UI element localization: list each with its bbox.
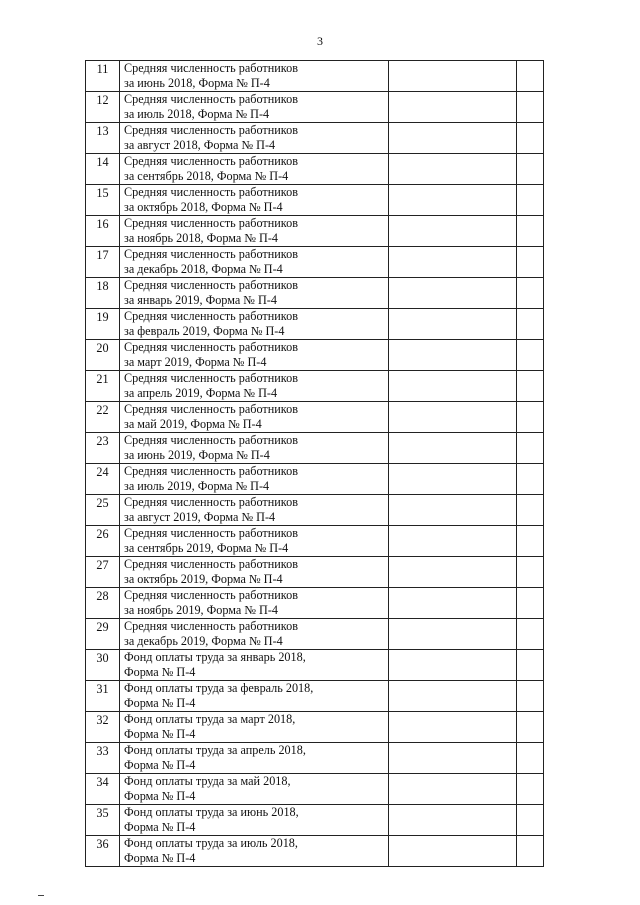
row-number: 13 xyxy=(86,123,120,154)
value-cell xyxy=(389,495,517,526)
value-cell xyxy=(389,681,517,712)
row-description-line1: Средняя численность работников xyxy=(124,371,298,385)
value-cell xyxy=(389,185,517,216)
row-description xyxy=(120,61,389,92)
page-number: 3 xyxy=(317,34,323,48)
row-description-line2: Форма № П-4 xyxy=(124,664,196,679)
note-cell xyxy=(517,464,544,495)
row-description xyxy=(120,92,389,123)
row-description-line2: за июнь 2019, Форма № П-4 xyxy=(124,447,270,462)
row-description-line1: Средняя численность работников xyxy=(124,61,298,75)
value-cell xyxy=(389,402,517,433)
note-cell xyxy=(517,371,544,402)
row-description-line2: Форма № П-4 xyxy=(124,819,196,834)
row-description-line2: за сентябрь 2018, Форма № П-4 xyxy=(124,168,289,183)
table-row xyxy=(86,247,544,278)
table-body xyxy=(86,61,544,867)
row-description-line2: за декабрь 2019, Форма № П-4 xyxy=(124,633,283,648)
row-number: 22 xyxy=(86,402,120,433)
note-cell xyxy=(517,495,544,526)
row-number: 23 xyxy=(86,433,120,464)
row-number: 16 xyxy=(86,216,120,247)
row-description xyxy=(120,557,389,588)
row-description-line1: Средняя численность работников xyxy=(124,588,298,602)
value-cell xyxy=(389,774,517,805)
row-number: 20 xyxy=(86,340,120,371)
note-cell xyxy=(517,247,544,278)
value-cell xyxy=(389,588,517,619)
value-cell xyxy=(389,805,517,836)
row-description-line1: Средняя численность работников xyxy=(124,185,298,199)
table-row xyxy=(86,371,544,402)
table-row xyxy=(86,743,544,774)
note-cell xyxy=(517,216,544,247)
table-row xyxy=(86,433,544,464)
row-description-line1: Средняя численность работников xyxy=(124,154,298,168)
note-cell xyxy=(517,123,544,154)
table-row xyxy=(86,588,544,619)
row-description-line2: Форма № П-4 xyxy=(124,850,196,865)
value-cell xyxy=(389,433,517,464)
table-row xyxy=(86,92,544,123)
row-description-line1: Фонд оплаты труда за февраль 2018, xyxy=(124,681,314,695)
row-description-line1: Фонд оплаты труда за июнь 2018, xyxy=(124,805,299,819)
value-cell xyxy=(389,464,517,495)
row-number: 29 xyxy=(86,619,120,650)
value-cell xyxy=(389,61,517,92)
table-row xyxy=(86,123,544,154)
row-description-line2: за октябрь 2019, Форма № П-4 xyxy=(124,571,283,586)
row-description xyxy=(120,309,389,340)
row-description xyxy=(120,681,389,712)
note-cell xyxy=(517,681,544,712)
table-row xyxy=(86,61,544,92)
note-cell xyxy=(517,836,544,867)
row-description xyxy=(120,495,389,526)
row-number: 30 xyxy=(86,650,120,681)
row-description-line1: Средняя численность работников xyxy=(124,433,298,447)
row-number: 19 xyxy=(86,309,120,340)
row-description xyxy=(120,464,389,495)
row-description xyxy=(120,185,389,216)
row-description-line1: Средняя численность работников xyxy=(124,557,298,571)
row-description xyxy=(120,433,389,464)
row-description-line1: Средняя численность работников xyxy=(124,92,298,106)
row-description-line2: за апрель 2019, Форма № П-4 xyxy=(124,385,278,400)
value-cell xyxy=(389,526,517,557)
value-cell xyxy=(389,619,517,650)
table-row xyxy=(86,340,544,371)
table-row xyxy=(86,495,544,526)
row-description-line1: Средняя численность работников xyxy=(124,526,298,540)
row-number: 15 xyxy=(86,185,120,216)
row-description-line2: Форма № П-4 xyxy=(124,757,196,772)
row-number: 33 xyxy=(86,743,120,774)
row-description-line2: Форма № П-4 xyxy=(124,726,196,741)
row-number: 31 xyxy=(86,681,120,712)
row-description-line1: Средняя численность работников xyxy=(124,309,298,323)
row-description xyxy=(120,712,389,743)
row-description-line1: Фонд оплаты труда за январь 2018, xyxy=(124,650,306,664)
value-cell xyxy=(389,712,517,743)
row-description-line1: Фонд оплаты труда за июль 2018, xyxy=(124,836,298,850)
table-row xyxy=(86,185,544,216)
row-number: 11 xyxy=(86,61,120,92)
note-cell xyxy=(517,774,544,805)
note-cell xyxy=(517,650,544,681)
row-description-line2: за январь 2019, Форма № П-4 xyxy=(124,292,277,307)
value-cell xyxy=(389,309,517,340)
row-number: 28 xyxy=(86,588,120,619)
note-cell xyxy=(517,588,544,619)
row-number: 34 xyxy=(86,774,120,805)
note-cell xyxy=(517,61,544,92)
table-row xyxy=(86,712,544,743)
value-cell xyxy=(389,340,517,371)
note-cell xyxy=(517,433,544,464)
row-description-line2: за декабрь 2018, Форма № П-4 xyxy=(124,261,283,276)
row-description xyxy=(120,278,389,309)
note-cell xyxy=(517,402,544,433)
table-row xyxy=(86,836,544,867)
row-description xyxy=(120,123,389,154)
row-description xyxy=(120,371,389,402)
row-description xyxy=(120,588,389,619)
value-cell xyxy=(389,278,517,309)
table-row xyxy=(86,619,544,650)
row-description-line2: за август 2018, Форма № П-4 xyxy=(124,137,276,152)
note-cell xyxy=(517,154,544,185)
table-row xyxy=(86,557,544,588)
scan-mark xyxy=(38,895,44,896)
row-description-line2: за август 2019, Форма № П-4 xyxy=(124,509,276,524)
row-description-line2: за сентябрь 2019, Форма № П-4 xyxy=(124,540,289,555)
row-description xyxy=(120,650,389,681)
row-description-line1: Средняя численность работников xyxy=(124,619,298,633)
note-cell xyxy=(517,185,544,216)
value-cell xyxy=(389,371,517,402)
table-row xyxy=(86,216,544,247)
row-description-line2: за март 2019, Форма № П-4 xyxy=(124,354,267,369)
row-number: 17 xyxy=(86,247,120,278)
note-cell xyxy=(517,309,544,340)
table-row xyxy=(86,278,544,309)
note-cell xyxy=(517,712,544,743)
row-description-line1: Средняя численность работников xyxy=(124,247,298,261)
row-description-line2: за июль 2019, Форма № П-4 xyxy=(124,478,270,493)
row-description xyxy=(120,154,389,185)
row-description-line1: Средняя численность работников xyxy=(124,464,298,478)
note-cell xyxy=(517,92,544,123)
document-table xyxy=(85,60,544,867)
row-description-line2: Форма № П-4 xyxy=(124,695,196,710)
table-row xyxy=(86,402,544,433)
value-cell xyxy=(389,557,517,588)
row-description-line1: Средняя численность работников xyxy=(124,340,298,354)
value-cell xyxy=(389,123,517,154)
row-description xyxy=(120,619,389,650)
row-number: 12 xyxy=(86,92,120,123)
note-cell xyxy=(517,278,544,309)
row-description-line1: Средняя численность работников xyxy=(124,216,298,230)
row-description xyxy=(120,836,389,867)
row-number: 32 xyxy=(86,712,120,743)
row-description-line1: Средняя численность работников xyxy=(124,402,298,416)
table-row xyxy=(86,526,544,557)
row-number: 26 xyxy=(86,526,120,557)
row-number: 18 xyxy=(86,278,120,309)
row-number: 24 xyxy=(86,464,120,495)
value-cell xyxy=(389,247,517,278)
note-cell xyxy=(517,619,544,650)
row-description-line1: Фонд оплаты труда за май 2018, xyxy=(124,774,291,788)
row-number: 25 xyxy=(86,495,120,526)
value-cell xyxy=(389,743,517,774)
row-description-line1: Средняя численность работников xyxy=(124,495,298,509)
row-description-line2: за ноябрь 2018, Форма № П-4 xyxy=(124,230,278,245)
row-number: 36 xyxy=(86,836,120,867)
row-description xyxy=(120,402,389,433)
row-description xyxy=(120,526,389,557)
value-cell xyxy=(389,216,517,247)
value-cell xyxy=(389,650,517,681)
table-row xyxy=(86,650,544,681)
row-description-line2: за октябрь 2018, Форма № П-4 xyxy=(124,199,283,214)
table-row xyxy=(86,154,544,185)
row-description-line1: Фонд оплаты труда за март 2018, xyxy=(124,712,296,726)
row-description-line2: за ноябрь 2019, Форма № П-4 xyxy=(124,602,278,617)
row-description xyxy=(120,774,389,805)
row-description xyxy=(120,743,389,774)
value-cell xyxy=(389,92,517,123)
note-cell xyxy=(517,557,544,588)
value-cell xyxy=(389,154,517,185)
row-description-line1: Средняя численность работников xyxy=(124,278,298,292)
row-description xyxy=(120,216,389,247)
row-description xyxy=(120,805,389,836)
row-description-line2: за февраль 2019, Форма № П-4 xyxy=(124,323,285,338)
note-cell xyxy=(517,743,544,774)
row-number: 35 xyxy=(86,805,120,836)
table-row xyxy=(86,681,544,712)
row-description-line2: за май 2019, Форма № П-4 xyxy=(124,416,262,431)
table-row xyxy=(86,774,544,805)
note-cell xyxy=(517,340,544,371)
row-description-line2: за июль 2018, Форма № П-4 xyxy=(124,106,270,121)
note-cell xyxy=(517,526,544,557)
row-description xyxy=(120,340,389,371)
row-description-line2: за июнь 2018, Форма № П-4 xyxy=(124,75,270,90)
row-number: 27 xyxy=(86,557,120,588)
table-row xyxy=(86,805,544,836)
row-description-line1: Средняя численность работников xyxy=(124,123,298,137)
row-number: 14 xyxy=(86,154,120,185)
note-cell xyxy=(517,805,544,836)
row-number: 21 xyxy=(86,371,120,402)
row-description-line2: Форма № П-4 xyxy=(124,788,196,803)
value-cell xyxy=(389,836,517,867)
row-description xyxy=(120,247,389,278)
row-description-line1: Фонд оплаты труда за апрель 2018, xyxy=(124,743,306,757)
table-row xyxy=(86,309,544,340)
table-row xyxy=(86,464,544,495)
